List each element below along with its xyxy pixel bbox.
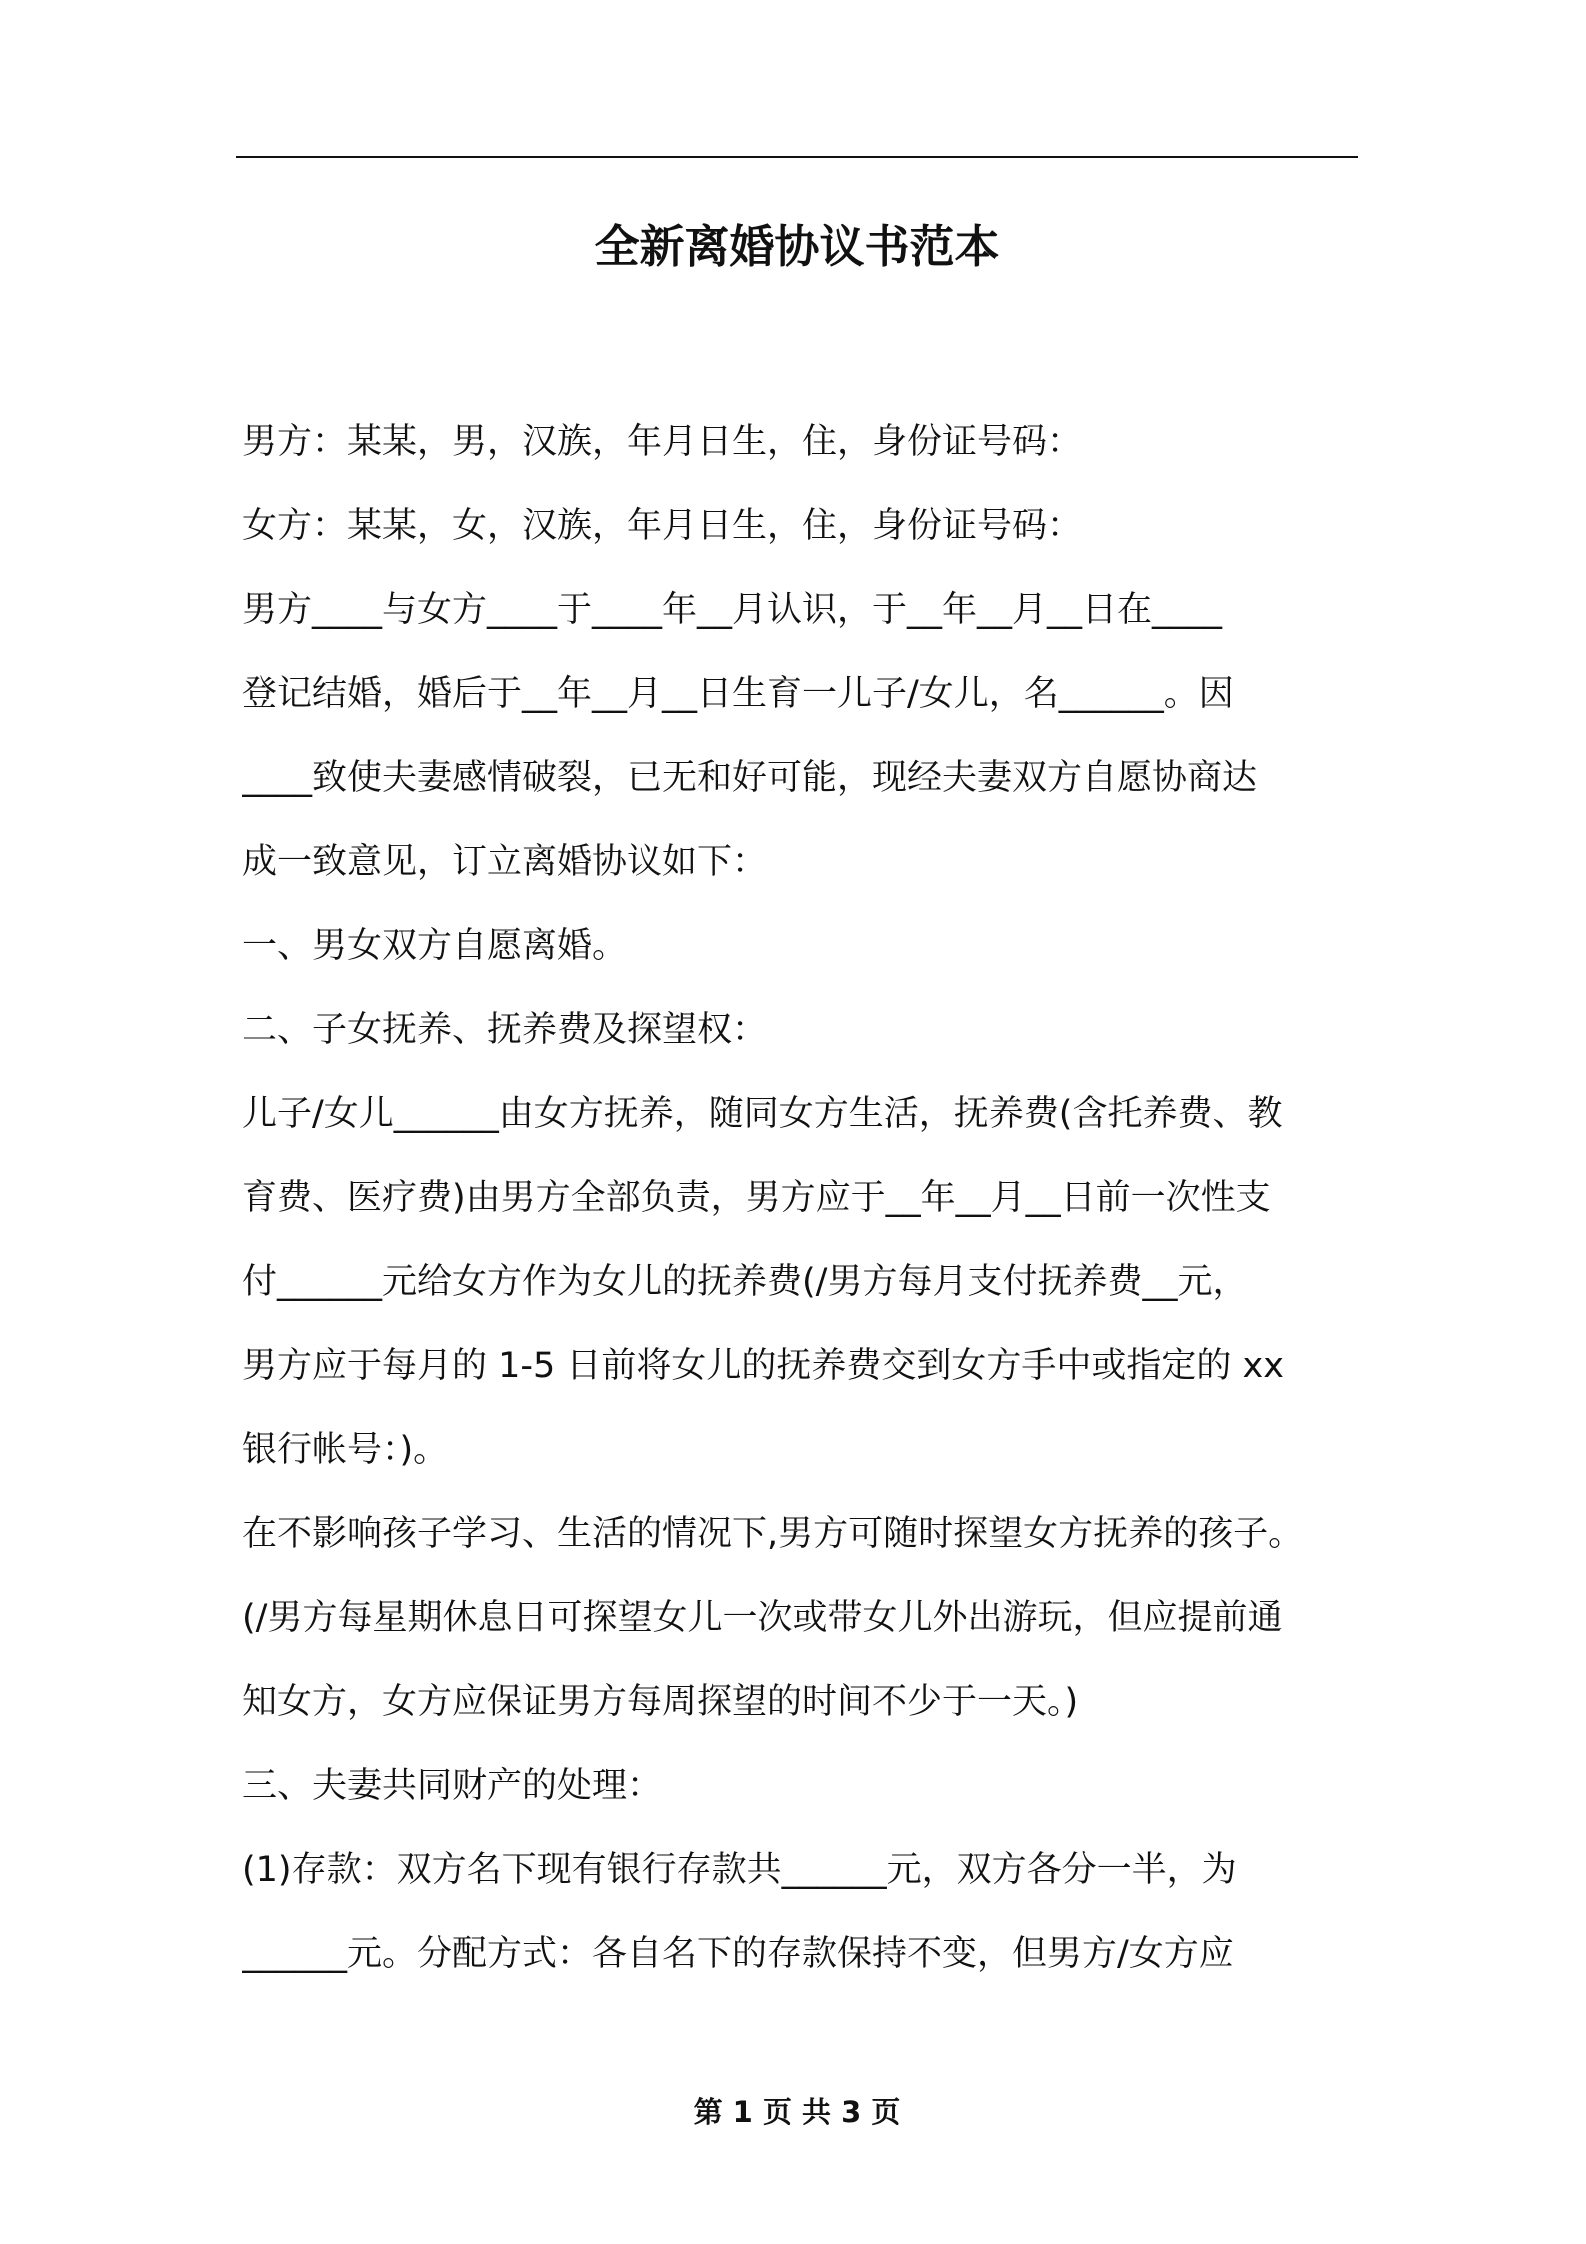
text-line: (/男方每星期休息日可探望女儿一次或带女儿外出游玩，但应提前通 (242, 1598, 1283, 1638)
text-line: 育费、医疗费)由男方全部负责，男方应于__年__月__日前一次性支 (242, 1178, 1271, 1218)
text-line: 女方：某某，女，汉族，年月日生，住，身份证号码： (242, 506, 1083, 546)
text-line: 男方：某某，男，汉族，年月日生，住，身份证号码： (242, 422, 1083, 462)
page-number: 第 1 页 共 3 页 (693, 2095, 901, 2129)
header-rule (236, 156, 1358, 158)
text-line: 儿子/女儿______由女方抚养，随同女方生活，抚养费(含托养费、教 (242, 1094, 1283, 1134)
text-line: (1)存款：双方名下现有银行存款共______元，双方各分一半，为 (242, 1850, 1237, 1890)
text-line: 男方应于每月的 1-5 日前将女儿的抚养费交到女方手中或指定的 xx (242, 1346, 1284, 1386)
text-line: 银行帐号：)。 (242, 1430, 449, 1470)
text-line: 男方____与女方____于____年__月认识，于__年__月__日在____ (242, 590, 1223, 630)
text-line: ____致使夫妻感情破裂，已无和好可能，现经夫妻双方自愿协商达 (242, 758, 1258, 798)
document-body (242, 400, 1364, 1996)
text-line: 登记结婚，婚后于__年__月__日生育一儿子/女儿，名______。因 (242, 674, 1234, 714)
text-line: ______元。分配方式：各自名下的存款保持不变，但男方/女方应 (242, 1934, 1234, 1974)
text-line: 成一致意见，订立离婚协议如下： (242, 842, 768, 882)
text-line: 知女方，女方应保证男方每周探望的时间不少于一天。) (242, 1682, 1079, 1722)
section-heading: 一、男女双方自愿离婚。 (242, 926, 628, 966)
document-title: 全新离婚协议书范本 (594, 220, 1000, 273)
text-line: 在不影响孩子学习、生活的情况下,男方可随时探望女方抚养的孩子。 (242, 1514, 1304, 1554)
text-line: 付______元给女方作为女儿的抚养费(/男方每月支付抚养费__元， (242, 1262, 1248, 1302)
section-heading: 三、夫妻共同财产的处理： (242, 1766, 663, 1806)
section-heading: 二、子女抚养、抚养费及探望权： (242, 1010, 768, 1050)
